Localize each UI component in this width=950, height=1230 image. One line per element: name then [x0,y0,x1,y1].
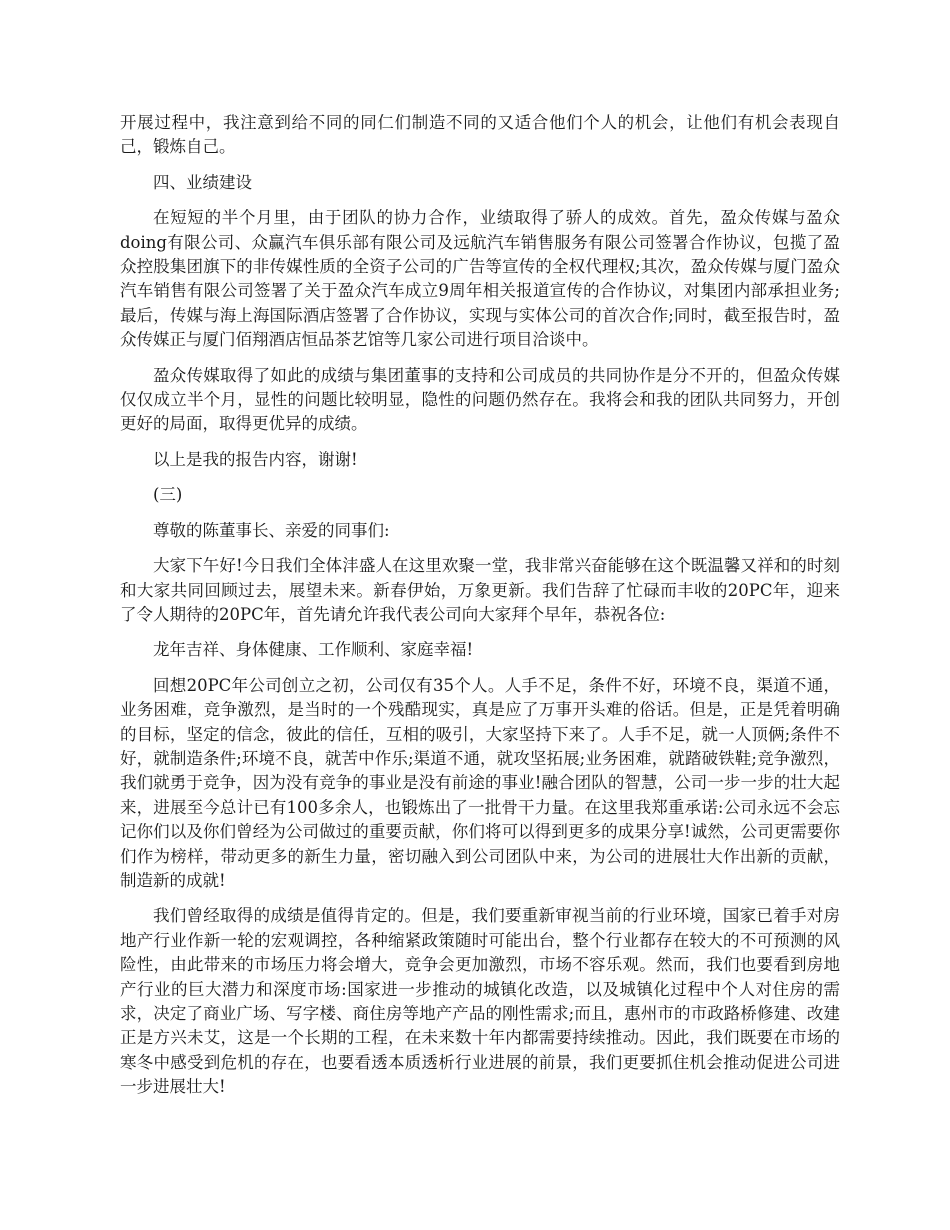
paragraph-history: 回想20PC年公司创立之初，公司仅有35个人。人手不足，条件不好，环境不良，渠道不通，业务困难，竞争激烈，是当时的一个残酷现实，真是应了万事开头难的俗话。但是，正是凭着明确的目标，坚定的信念，彼此的信任，互相的吸引，大家坚持下来了。人手不足，就一人顶俩;条件不好，就制造条件;环境不良，就苦中作乐;渠道不通，就攻坚拓展;业务困难，就踏破铁鞋;竞争激烈，我们就勇于竞争，因为没有竞争的事业是没有前途的事业!融合团队的智慧，公司一步一步的壮大起来，进展至今总计已有100多余人，也锻炼出了一批骨干力量。在这里我郑重承诺:公司永远不会忘记你们以及你们曾经为公司做过的重要贡献，你们将可以得到更多的成果分享!诚然，公司更需要你们作为榜样，带动更多的新生力量，密切融入到公司团队中来，为公司的进展壮大作出新的贡献，制造新的成就! [120,675,840,890]
salutation: 尊敬的陈董事长、亲爱的同事们: [153,520,390,540]
paragraph-summary: 盈众传媒取得了如此的成绩与集团董事的支持和公司成员的共同协作是分不开的，但盈众传媒仅仅成立半个月，显性的问题比较明显，隐性的问题仍然存在。我将会和我的团队共同努力，开创更好的局面，取得更优异的成绩。 [120,365,840,434]
paragraph-closing: 以上是我的报告内容，谢谢! [153,449,358,469]
paragraph-performance: 在短短的半个月里，由于团队的协力合作，业绩取得了骄人的成效。首先，盈众传媒与盈众doing有限公司、众赢汽车俱乐部有限公司及远航汽车销售服务有限公司签署合作协议，包揽了盈众控股集团旗下的非传媒性质的全资子公司的广告等宣传的全权代理权;其次，盈众传媒与厦门盈众汽车销售有限公司签署了关于盈众汽车成立9周年相关报道宣传的合作协议，对集团内部承担业务;最后，传媒与海上海国际酒店签署了合作协议，实现与实体公司的首次合作;同时，截至报告时，盈众传媒正与厦门佰翔酒店恒品茶艺馆等几家公司进行项目洽谈中。 [120,208,840,350]
document-body [120,111,840,1111]
section-heading-performance: 四、业绩建设 [153,172,252,192]
paragraph-outlook: 我们曾经取得的成绩是值得肯定的。但是，我们要重新审视当前的行业环境，国家已着手对房地产行业作新一轮的宏观调控，各种缩紧政策随时可能出台，整个行业都存在较大的不可预测的风险性，由此带来的市场压力将会增大，竞争会更加激烈，市场不容乐观。然而，我们也要看到房地产行业的巨大潜力和深度市场:国家进一步推动的城镇化改造，以及城镇化过程中个人对住房的需求，决定了商业广场、写字楼、商住房等地产产品的刚性需求;而且，惠州市的市政路桥修建、改建正是方兴未艾，这是一个长期的工程，在未来数十年内都需要持续推动。因此，我们既要在市场的寒冬中感受到危机的存在，也要看透本质透析行业进展的前景，我们更要抓住机会推动促进公司进一步进展壮大! [120,906,840,1097]
paragraph-greeting: 大家下午好!今日我们全体沣盛人在这里欢聚一堂，我非常兴奋能够在这个既温馨又祥和的时刻和大家共同回顾过去，展望未来。新春伊始，万象更新。我们告辞了忙碌而丰收的20PC年，迎来了令人期待的20PC年，首先请允许我代表公司向大家拜个早年，恭祝各位: [120,556,840,624]
section-number: (三) [153,485,183,505]
paragraph-continuation: 开展过程中，我注意到给不同的同仁们制造不同的又适合他们个人的机会，让他们有机会表现自己，锻炼自己。 [120,113,840,157]
paragraph-wishes: 龙年吉祥、身体健康、工作顺利、家庭幸福! [153,640,474,660]
